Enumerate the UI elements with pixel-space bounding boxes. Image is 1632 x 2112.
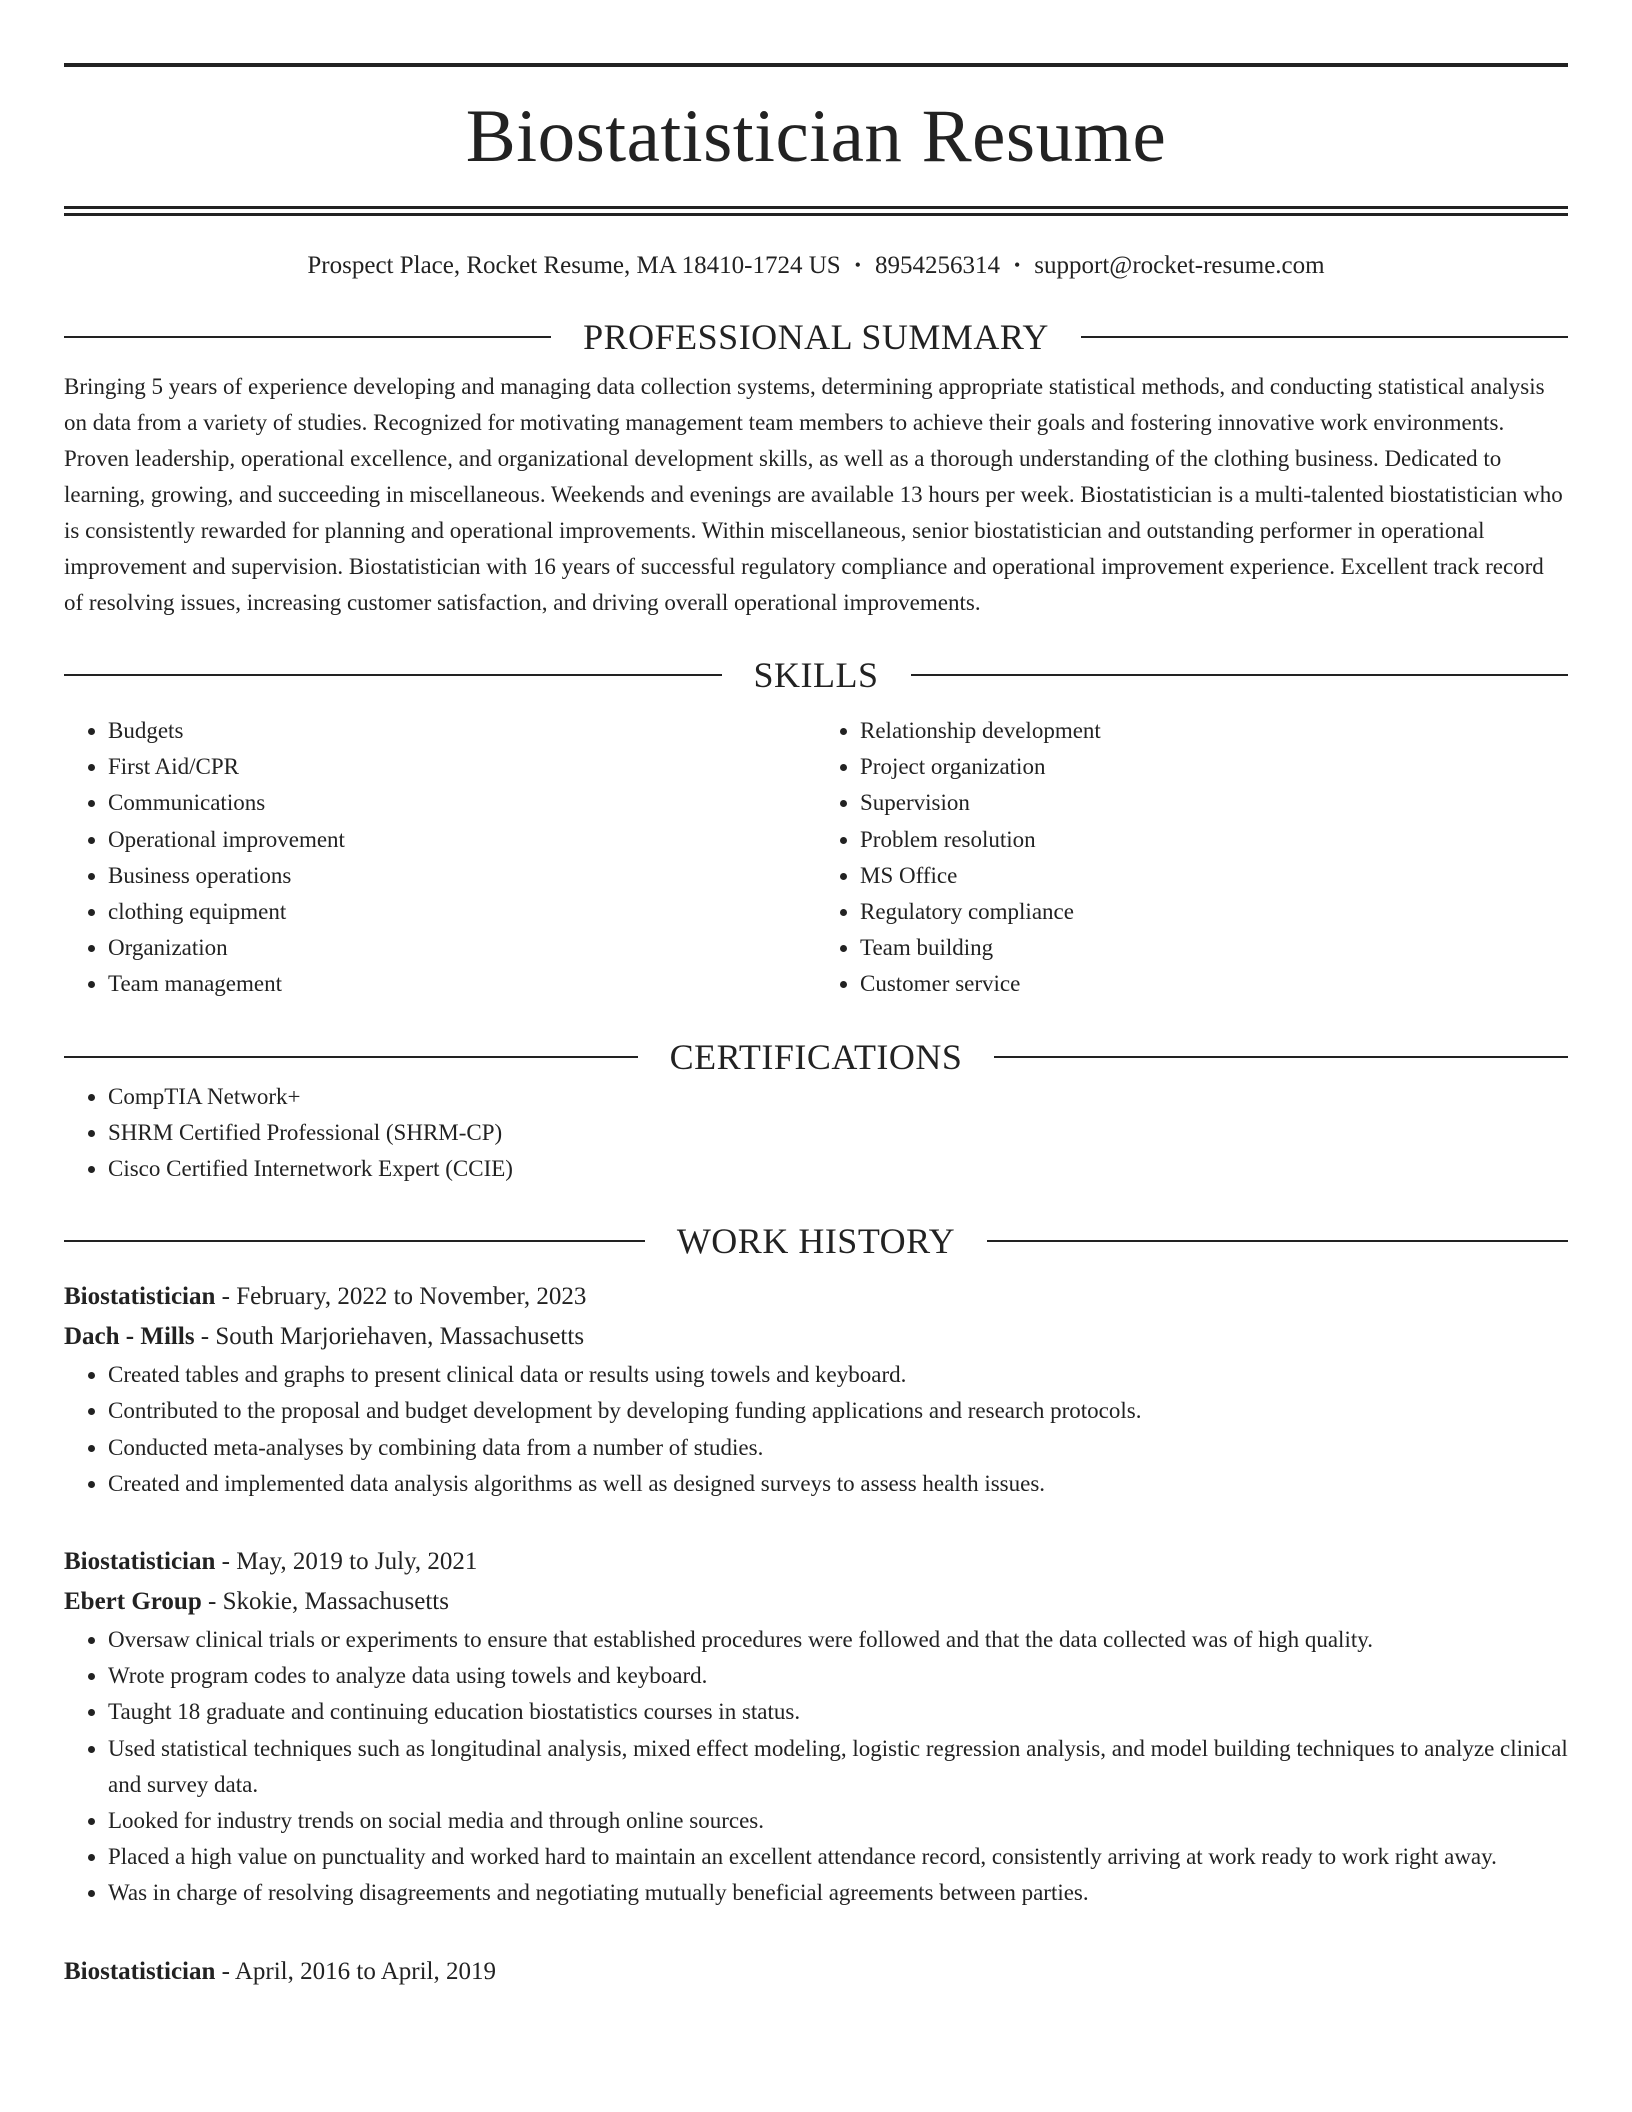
- contact-line: [64, 250, 1568, 283]
- skill-item: • Budgets: [108, 713, 816, 749]
- skill-item: • Team building: [860, 930, 1568, 966]
- job-company-line: [64, 1317, 1568, 1357]
- job-duty-item: • Created tables and graphs to present clinical data or results using towels and keyboard.: [108, 1357, 1568, 1393]
- job-duty-item: • Looked for industry trends on social media and through online sources.: [108, 1803, 1568, 1839]
- certifications-heading: [64, 1035, 1568, 1079]
- job-title: Biostatistician: [64, 1283, 216, 1311]
- contact-address: Prospect Place, Rocket Resume, MA 18410-1724 US: [307, 252, 841, 279]
- skill-item: • Business operations: [108, 858, 816, 894]
- job-entry: [64, 1952, 1568, 1992]
- job-location: - Skokie, Massachusetts: [201, 1588, 449, 1616]
- skill-item: • Relationship development: [860, 713, 1568, 749]
- work-history-heading-label: WORK HISTORY: [676, 1221, 956, 1262]
- job-title-line: [64, 1952, 1568, 1992]
- job-duty-item: • Oversaw clinical trials or experiments to ensure that established procedures were followed and that the data collected was of high quality.: [108, 1622, 1568, 1658]
- skill-item: • Organization: [108, 930, 816, 966]
- certification-item: • Cisco Certified Internetwork Expert (CCIE): [108, 1151, 1568, 1187]
- job-entry: [64, 1542, 1568, 1912]
- heading-rule: [64, 336, 551, 338]
- job-location: - South Marjoriehaven, Massachusetts: [194, 1323, 585, 1351]
- top-rule: [64, 63, 1568, 67]
- job-dates: - May, 2019 to July, 2021: [215, 1548, 478, 1576]
- skill-item: • MS Office: [860, 858, 1568, 894]
- summary-heading-label: PROFESSIONAL SUMMARY: [583, 317, 1049, 357]
- page-title: Biostatistician Resume: [465, 95, 1167, 178]
- skill-item: • Communications: [108, 785, 816, 821]
- job-duty-item: • Created and implemented data analysis algorithms as well as designed surveys to assess health issues.: [108, 1466, 1568, 1502]
- skill-item: • Supervision: [860, 785, 1568, 821]
- job-duties: [64, 1622, 1568, 1912]
- job-duty-item: • Conducted meta-analyses by combining data from a number of studies.: [108, 1430, 1568, 1466]
- heading-rule: [911, 674, 1569, 676]
- skill-item: • First Aid/CPR: [108, 749, 816, 785]
- heading-rule: [1081, 336, 1568, 338]
- contact-phone: 8954256314: [874, 252, 1000, 279]
- skill-item: • Problem resolution: [860, 822, 1568, 858]
- job-duty-item: • Was in charge of resolving disagreements and negotiating mutually beneficial agreements between parties.: [108, 1875, 1568, 1911]
- contact-separator: •: [1013, 255, 1021, 275]
- job-duty-item: • Taught 18 graduate and continuing education biostatistics courses in status.: [108, 1694, 1568, 1730]
- heading-rule: [64, 674, 722, 676]
- certification-item: • CompTIA Network+: [108, 1079, 1568, 1115]
- skills-columns: [64, 713, 1568, 1003]
- certifications-list: [64, 1079, 1568, 1188]
- contact-email: support@rocket-resume.com: [1034, 252, 1325, 279]
- heading-rule: [64, 1056, 638, 1058]
- heading-rule: [994, 1056, 1568, 1058]
- job-title: Biostatistician: [64, 1957, 216, 1985]
- contact-separator: •: [854, 255, 861, 275]
- job-company: Dach - Mills: [64, 1323, 195, 1351]
- job-entry: [64, 1277, 1568, 1502]
- job-duty-item: • Wrote program codes to analyze data using towels and keyboard.: [108, 1658, 1568, 1694]
- skill-item: • Customer service: [860, 966, 1568, 1002]
- certifications-heading-label: CERTIFICATIONS: [669, 1036, 963, 1077]
- job-duty-item: • Placed a high value on punctuality and worked hard to maintain an excellent attendance record, consistently arriving at work ready to work right away.: [108, 1839, 1568, 1875]
- title-double-rule: [64, 206, 1568, 216]
- job-duty-item: • Contributed to the proposal and budget development by developing funding applications and research protocols.: [108, 1393, 1568, 1429]
- heading-rule: [987, 1240, 1568, 1242]
- certification-item: • SHRM Certified Professional (SHRM-CP): [108, 1115, 1568, 1151]
- job-company-line: [64, 1582, 1568, 1622]
- skill-item: • Regulatory compliance: [860, 894, 1568, 930]
- job-duties: [64, 1357, 1568, 1502]
- skill-item: • Operational improvement: [108, 822, 816, 858]
- summary-heading: [64, 315, 1568, 359]
- job-dates: - April, 2016 to April, 2019: [215, 1957, 496, 1985]
- skill-item: • Team management: [108, 966, 816, 1002]
- heading-rule: [64, 1240, 645, 1242]
- skill-item: • Project organization: [860, 749, 1568, 785]
- job-duty-item: • Used statistical techniques such as longitudinal analysis, mixed effect modeling, logistic regression analysis, and model building techniques to analyze clinical and survey data.: [108, 1731, 1568, 1803]
- summary-text: Bringing 5 years of experience developing and managing data collection systems, determining appropriate statistical methods, and conducting statistical analysis on data from a variety of studies. Recognized for motivating management team members to achieve their goals and fostering innovative work environments. Proven leadership, operational excellence, and organizational development skills, as well as a thorough understanding of the clothing business. Dedicated to learning, growing, and succeeding in miscellaneous. Weekends and evenings are available 13 hours per week. Biostatistician is a multi-talented biostatistician who is consistently rewarded for planning and operational improvements. Within miscellaneous, senior biostatistician and outstanding performer in operational improvement and supervision. Biostatistician with 16 years of successful regulatory compliance and operational improvement experience. Excellent track record of resolving issues, increasing customer satisfaction, and driving overall operational improvements.: [64, 374, 1563, 615]
- job-title-line: [64, 1277, 1568, 1317]
- work-history-heading: [64, 1219, 1568, 1263]
- job-dates: - February, 2022 to November, 2023: [215, 1283, 587, 1311]
- skill-item: • clothing equipment: [108, 894, 816, 930]
- skills-heading-label: SKILLS: [753, 655, 879, 695]
- job-company: Ebert Group: [64, 1588, 202, 1616]
- skills-list-right: [816, 713, 1568, 1003]
- skills-list-left: [64, 713, 816, 1003]
- job-title: Biostatistician: [64, 1548, 216, 1576]
- skills-heading: [64, 653, 1568, 697]
- resume-page: [64, 0, 1568, 1992]
- job-title-line: [64, 1542, 1568, 1582]
